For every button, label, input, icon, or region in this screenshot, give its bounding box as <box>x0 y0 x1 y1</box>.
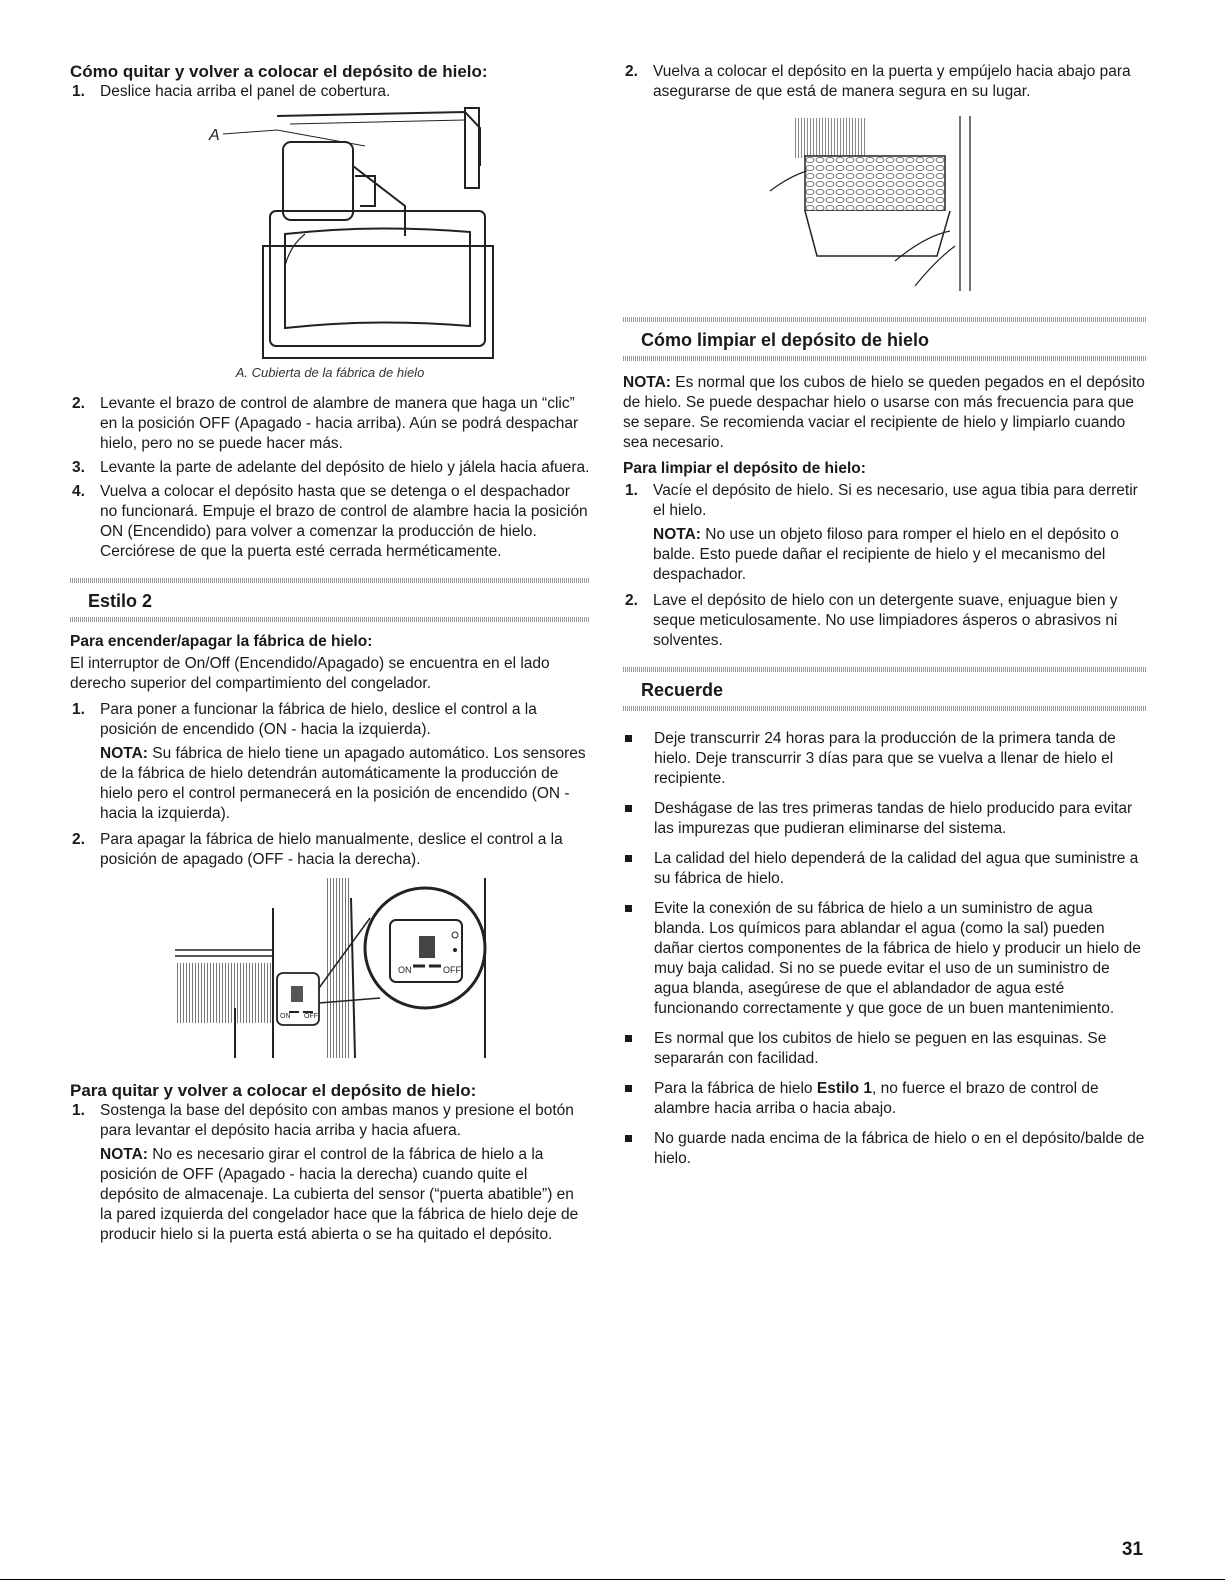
paragraph <box>623 373 1147 453</box>
bullet-text: La calidad del hielo dependerá de la calidad del agua que suministre a su fábrica de hielo. <box>654 850 1139 887</box>
section-banner-style2 <box>70 572 590 626</box>
note-text: Su fábrica de hielo tiene un apagado automático. Los sensores de la fábrica de hielo detendrán automáticamente la producción de hielo pero el control permanecerá en la posición de encendido (ON - hacia la izquierda). <box>100 745 586 822</box>
section-banner-clean <box>623 311 1147 365</box>
ice-maker-switch-illustration <box>165 878 495 1063</box>
step-text: Vacíe el depósito de hielo. Si es necesario, use agua tibia para derretir el hielo. <box>653 482 1138 519</box>
step-number: 4. <box>72 483 85 500</box>
figure-callout-label: A <box>209 127 220 144</box>
list-item <box>623 1129 1147 1169</box>
step-number: 2. <box>625 592 638 609</box>
section-divider <box>623 356 1147 361</box>
bullet-icon <box>625 735 632 742</box>
subheading-on-off: Para encender/apagar la fábrica de hielo: <box>70 633 373 650</box>
bullet-icon <box>625 1085 632 1092</box>
bullet-text: Deshágase de las tres primeras tandas de hielo producido para evitar las impurezas que pudieran eliminarse del sistema. <box>654 800 1133 837</box>
bullet-text: Deje transcurrir 24 horas para la producción de la primera tanda de hielo. Deje transcurrir 3 días para que se vuelva a llenar de hielo el recipiente. <box>654 730 1116 787</box>
section-heading-remove-bin: Cómo quitar y volver a colocar el depósito de hielo: <box>70 62 488 81</box>
switch-on-label: ON <box>280 1013 291 1020</box>
figure-caption: A. Cubierta de la fábrica de hielo <box>235 365 425 380</box>
list-item <box>623 1029 1147 1069</box>
step-text: Lave el depósito de hielo con un detergente suave, enjuague bien y seque meticulosamente. No use limpiadores ásperos o abrasivos ni solventes. <box>653 592 1118 649</box>
note-text: No es necesario girar el control de la fábrica de hielo a la posición de OFF (Apagado - hacia la derecha) cuando quite el depósito de almacenaje. La cubierta del sensor (“puerta abatible”) en la pared izquierda del congelador hace que la fábrica de hielo deje de producir hielo si la puerta está abierta o se ha quitado el depósito. <box>100 1146 579 1243</box>
list-item <box>623 1079 1147 1119</box>
note-text: Es normal que los cubos de hielo se queden pegados en el depósito de hielo. Se puede despachar hielo o usarse con más frecuencia para que se separe. Se recomienda vaciar el recipiente de hielo y limpiarlo cuando sea necesario. <box>623 374 1145 451</box>
step-text: Vuelva a colocar el depósito en la puerta y empújelo hacia abajo para asegurarse de que está de manera segura en su lugar. <box>653 63 1131 100</box>
list-item <box>70 482 590 562</box>
list-item <box>70 830 590 870</box>
step-text: Vuelva a colocar el depósito hasta que se detenga o el despachador no funcionará. Empuje el brazo de control de alambre hacia la posición ON (Encendido) para volver a comenzar la producción de hielo. Cerciórese de que la puerta esté cerrada herméticamente. <box>100 483 588 560</box>
bottom-rule <box>0 1579 1225 1580</box>
section-banner-remember <box>623 661 1147 715</box>
list-item <box>623 849 1147 889</box>
bullet-icon <box>625 905 632 912</box>
ice-maker-cover-illustration <box>165 106 495 361</box>
bullet-text-bold: Estilo 1 <box>816 1080 872 1097</box>
bullet-text: Es normal que los cubitos de hielo se peguen en las esquinas. Se separarán con facilidad. <box>654 1030 1107 1067</box>
bullet-list <box>623 729 1147 1169</box>
section-heading-remove-bin-2: Para quitar y volver a colocar el depósito de hielo: <box>70 1081 477 1100</box>
step-number: 1. <box>72 701 85 718</box>
step-text: Levante la parte de adelante del depósito de hielo y jálela hacia afuera. <box>100 459 590 476</box>
section-divider <box>623 706 1147 711</box>
switch-off-label-zoomed: OFF <box>443 965 461 975</box>
list-item <box>623 729 1147 789</box>
bullet-icon <box>625 855 632 862</box>
list-item <box>70 394 590 454</box>
ice-bin-door-illustration <box>765 116 1005 291</box>
note <box>70 744 590 824</box>
step-number: 1. <box>72 83 85 100</box>
step-text: Para poner a funcionar la fábrica de hielo, deslice el control a la posición de encendido (ON - hacia la izquierda). <box>100 701 537 738</box>
step-text: Levante el brazo de control de alambre de manera que haga un “clic” en la posición OFF (Apagado - hacia arriba). Aún se podrá despachar hielo, pero no se puede hacer más. <box>100 395 579 452</box>
bullet-text: No guarde nada encima de la fábrica de hielo o en el depósito/balde de hielo. <box>654 1130 1145 1167</box>
switch-on-label-zoomed: ON <box>398 965 412 975</box>
list-item <box>623 899 1147 1019</box>
list-item <box>70 700 590 740</box>
bullet-text-pre: Para la fábrica de hielo <box>654 1080 817 1097</box>
list-item <box>623 62 1147 102</box>
note-label: NOTA: <box>100 1146 148 1163</box>
step-number: 2. <box>72 395 85 412</box>
section-title: Recuerde <box>641 680 724 700</box>
note-label: NOTA: <box>653 526 701 543</box>
page-number: 31 <box>1121 1539 1143 1560</box>
section-title: Cómo limpiar el depósito de hielo <box>641 330 930 350</box>
list-item <box>70 1101 590 1141</box>
list-item <box>70 82 590 102</box>
step-text: Sostenga la base del depósito con ambas manos y presione el botón para levantar el depósito hacia arriba y hacia afuera. <box>100 1102 574 1139</box>
bullet-icon <box>625 1035 632 1042</box>
bullet-icon <box>625 1135 632 1142</box>
list-item <box>623 591 1147 651</box>
step-number: 1. <box>625 482 638 499</box>
right-column <box>623 62 1147 1179</box>
note-label: NOTA: <box>623 374 671 391</box>
paragraph: El interruptor de On/Off (Encendido/Apagado) se encuentra en el lado derecho superior del compartimiento del congelador. <box>70 655 550 692</box>
step-number: 1. <box>72 1102 85 1119</box>
section-divider <box>70 617 590 622</box>
list-item <box>623 799 1147 839</box>
step-number: 2. <box>625 63 638 80</box>
switch-off-label: OFF <box>304 1013 318 1020</box>
step-number: 2. <box>72 831 85 848</box>
list-item <box>623 481 1147 521</box>
bullet-text: Evite la conexión de su fábrica de hielo a un suministro de agua blanda. Los químicos para ablandar el agua (como la sal) pueden dañar ciertos componentes de la fábrica de hielo y producir un hielo de muy baja calidad. Si no se puede evitar el uso de un suministro de agua blanda, asegúrese de que el ablandador de agua esté funcionando correctamente y que goce de un buen mantenimiento. <box>654 900 1141 1017</box>
bullet-icon <box>625 805 632 812</box>
step-number: 3. <box>72 459 85 476</box>
list-item <box>70 458 590 478</box>
bullet-text-post: , no fuerce el brazo de control de alambre hacia arriba o hacia abajo. <box>654 1080 1099 1117</box>
step-text: Deslice hacia arriba el panel de cobertura. <box>100 83 391 100</box>
subheading-clean: Para limpiar el depósito de hielo: <box>623 460 866 477</box>
note-text: No use un objeto filoso para romper el hielo en el depósito o balde. Esto puede dañar el recipiente de hielo y el mecanismo del despachador. <box>653 526 1119 583</box>
note <box>70 1145 590 1245</box>
section-title: Estilo 2 <box>88 591 153 611</box>
note-label: NOTA: <box>100 745 148 762</box>
left-column <box>70 62 590 1251</box>
note <box>623 525 1147 585</box>
step-text: Para apagar la fábrica de hielo manualmente, deslice el control a la posición de apagado (OFF - hacia la derecha). <box>100 831 563 868</box>
